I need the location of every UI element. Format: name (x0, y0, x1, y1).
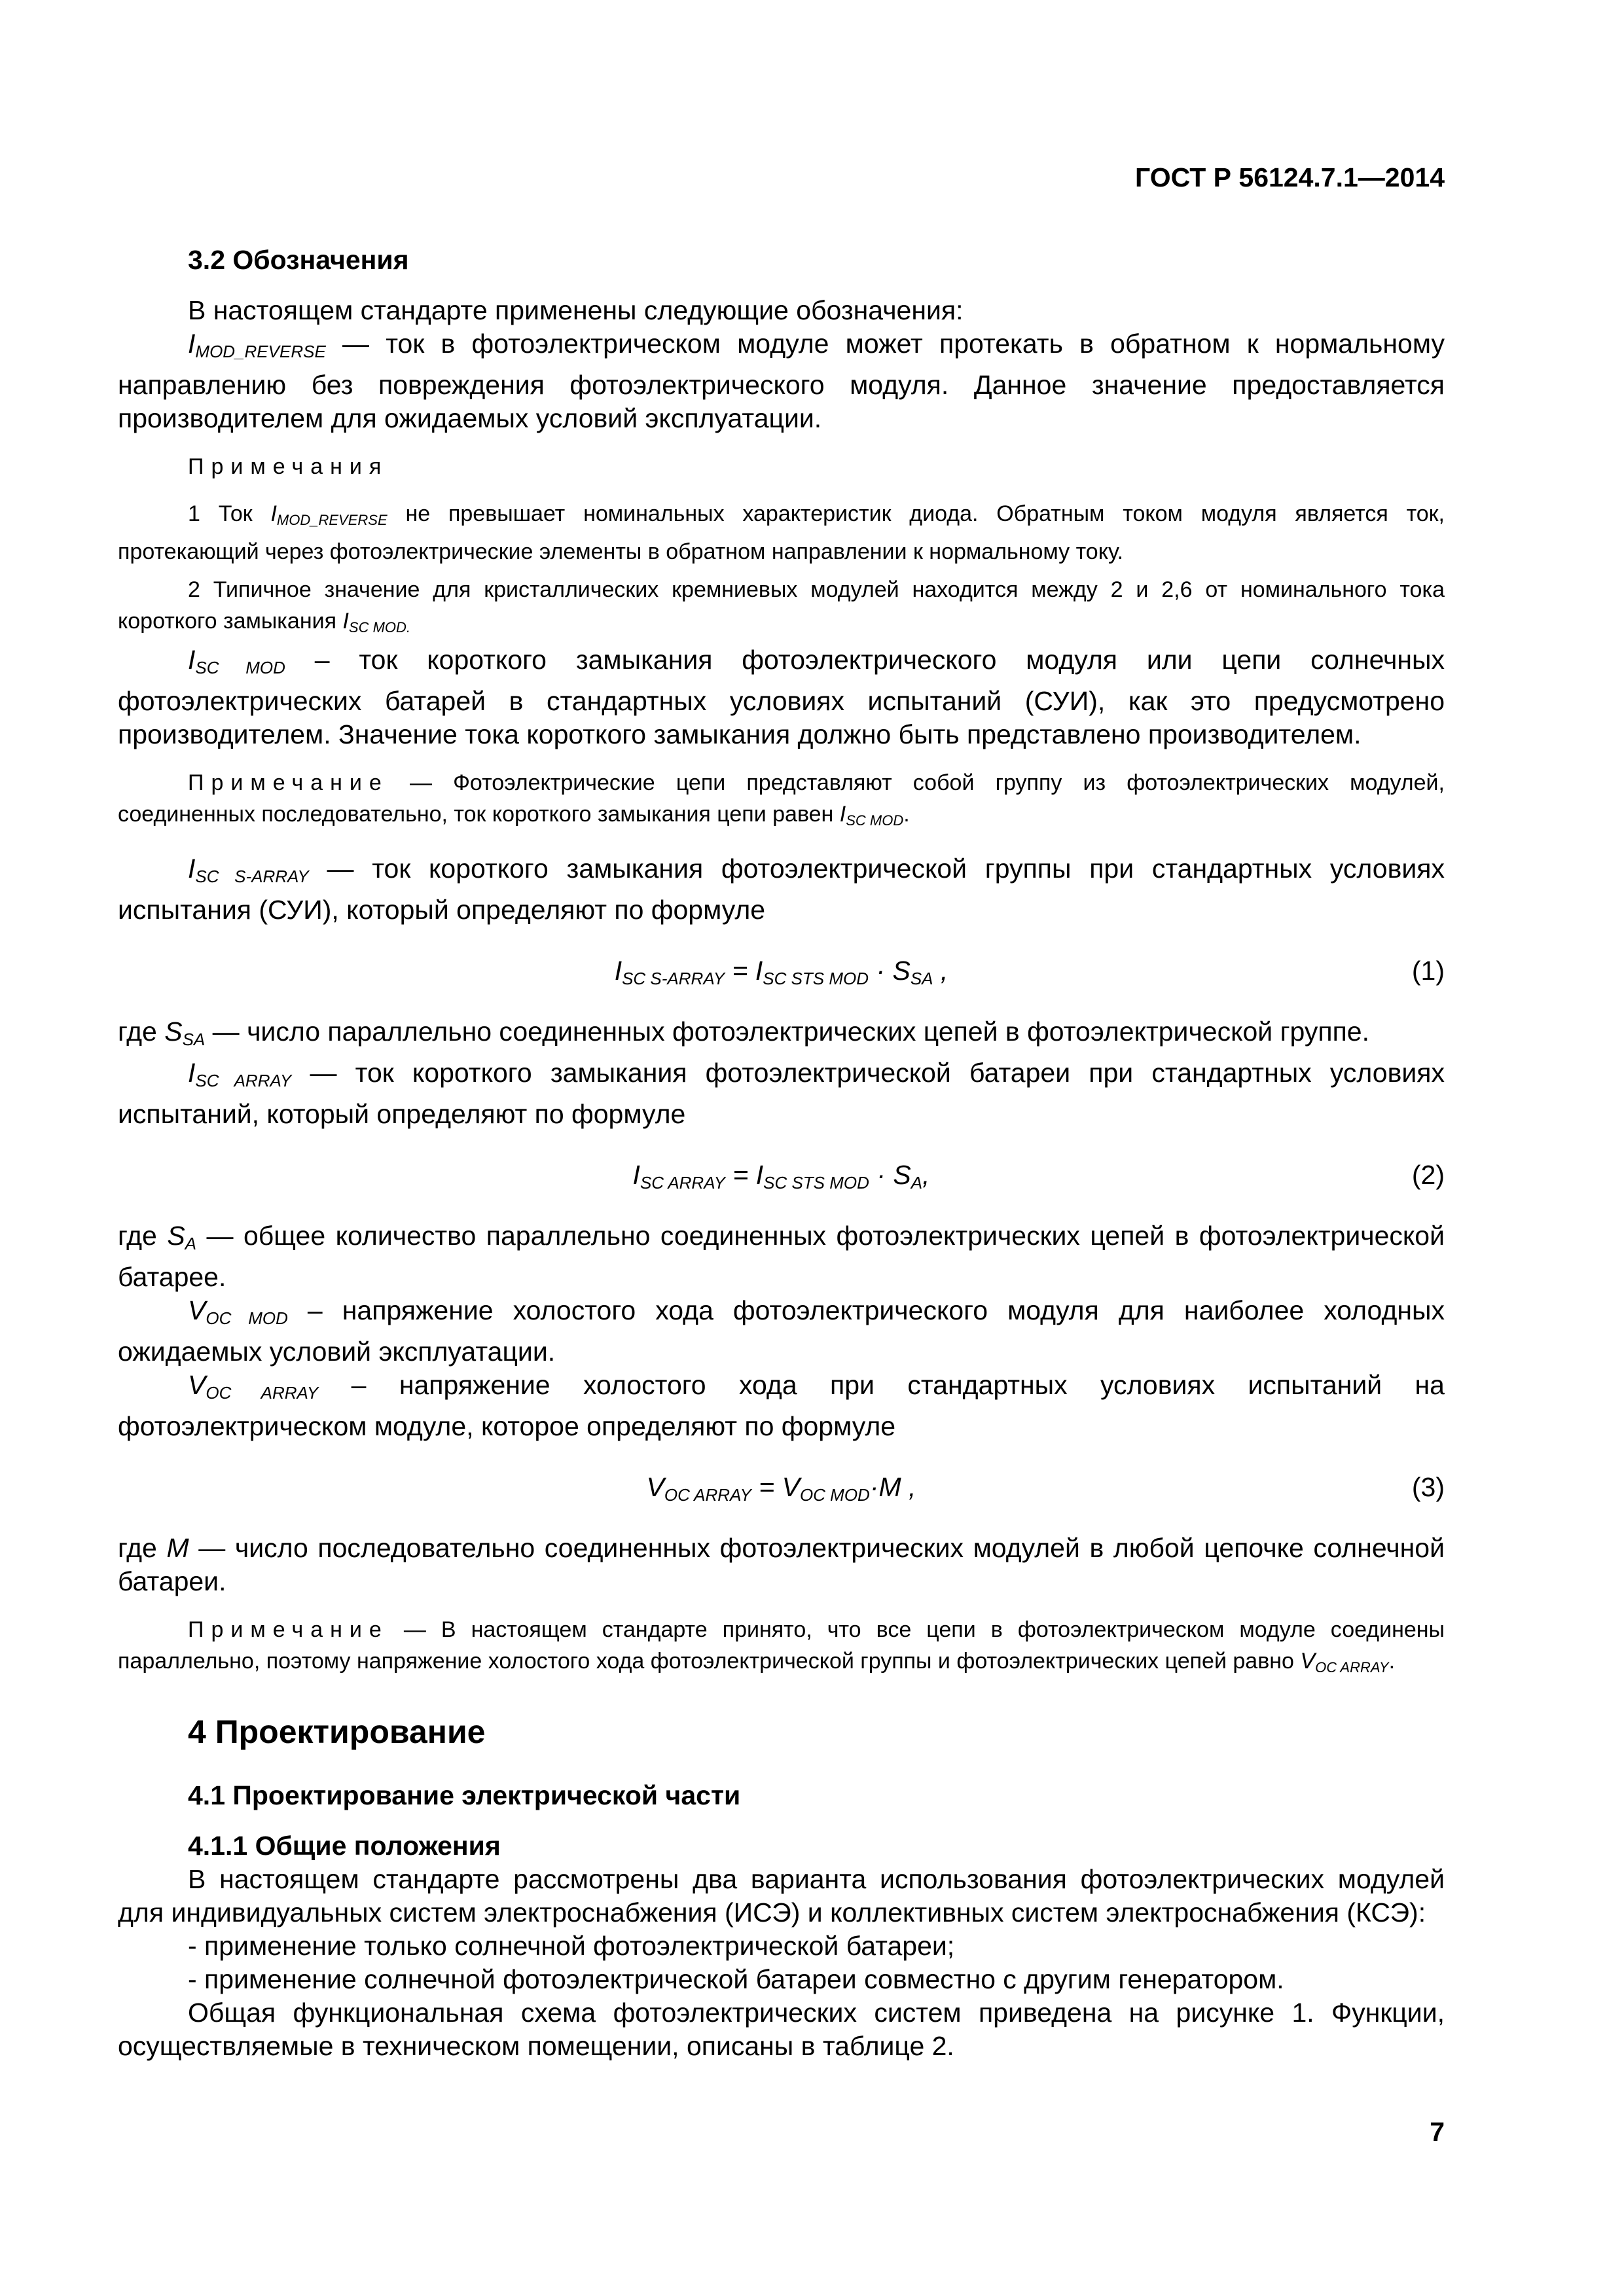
operator: = (725, 1160, 756, 1190)
operator: , (922, 1160, 930, 1190)
definition-text: — ток в фотоэлектрическом модуле может протекать в обратном к нормальному направлению без повреждения фотоэлектрического модуля. Данное значение предоставляется производителем для ожидаемых условий эксплуатации. (118, 329, 1445, 433)
symbol-subscript: OC MOD (799, 1485, 870, 1505)
symbol: I (188, 329, 196, 359)
symbol-subscript: SC STS MOD (763, 969, 869, 988)
symbol: V (188, 1295, 206, 1325)
where-text: где (118, 1533, 167, 1563)
symbol: M (878, 1472, 901, 1502)
definition-text: – напряжение холостого хода при стандартных условиях испытаний на фотоэлектрическом модуле, которое определяют по формуле (118, 1370, 1445, 1441)
symbol: I (188, 1058, 196, 1088)
formula-1-number: (1) (1411, 956, 1445, 986)
operator: · (869, 956, 893, 986)
symbol: S (164, 1016, 183, 1047)
formula-1 (118, 954, 1445, 988)
note-2 (118, 574, 1445, 643)
section-4-1-1-paragraph-1: В настоящем стандарте рассмотрены два варианта использования фотоэлектрических модулей для индивидуальных систем электроснабжения (ИСЭ) и коллективных систем электроснабжения (КСЭ): (118, 1864, 1445, 1928)
page-content (118, 243, 1445, 2063)
note-4 (118, 1614, 1445, 1683)
symbol-subscript: SC ARRAY (640, 1173, 725, 1193)
symbol-subscript: OC ARRAY (664, 1485, 751, 1505)
symbol-subscript: SC MOD. (348, 619, 411, 636)
formula-3 (118, 1471, 1445, 1504)
section-4-1-1-paragraph-2: Общая функциональная схема фотоэлектрических систем приведена на рисунке 1. Функции, осуществляемые в техническом помещении, описаны в таблице 2. (118, 1998, 1445, 2061)
symbol: S (892, 956, 911, 986)
symbol: S (167, 1221, 185, 1251)
section-4-1-1-heading: 4.1.1 Общие положения (188, 1831, 501, 1861)
symbol-subscript: OC MOD (206, 1308, 288, 1328)
where-text: где (118, 1016, 165, 1047)
symbol: I (188, 853, 196, 884)
symbol: I (839, 802, 846, 827)
document-code-header: ГОСТ Р 56124.7.1—2014 (1135, 162, 1445, 192)
note-text: 2 Типичное значение для кристаллических кремниевых модулей находится между 2 и 2,6 от номинального тока короткого замыкания (118, 577, 1445, 634)
symbol: V (188, 1370, 206, 1400)
symbol-subscript: A (911, 1173, 923, 1193)
def-v-oc-array (118, 1369, 1445, 1443)
definition-text: — ток короткого замыкания фотоэлектрической группы при стандартных условиях испытания (СУИ), который определяют по формуле (118, 853, 1445, 925)
symbol-subscript: SC MOD (195, 658, 285, 677)
formula-3-number: (3) (1411, 1472, 1445, 1502)
notes-label: Примечания (188, 454, 389, 479)
list-item: - применение солнечной фотоэлектрической батареи совместно с другим генератором. (188, 1964, 1284, 1994)
where-2 (118, 1219, 1445, 1294)
note-label: Примечание (188, 770, 389, 795)
note-text: . (1388, 1649, 1396, 1674)
symbol: I (755, 956, 763, 986)
definition-text: – ток короткого замыкания фотоэлектрического модуля или цепи солнечных фотоэлектрических батарей в стандартных условиях испытаний (СУИ), как это предусмотрено производителем. Значение тока короткого замыкания должно быть представлено производителем. (118, 645, 1445, 749)
symbol-subscript: SC MOD (846, 812, 904, 829)
formula-2-expression (118, 1158, 1445, 1200)
where-text: — число параллельно соединенных фотоэлектрических цепей в фотоэлектрической группе. (205, 1016, 1369, 1047)
where-text: где (118, 1221, 168, 1251)
symbol-subscript: SC STS MOD (763, 1173, 869, 1193)
note-label: Примечание (188, 1617, 389, 1642)
page-number: 7 (1430, 2117, 1445, 2147)
symbol-subscript: SC S-ARRAY (195, 867, 309, 886)
symbol: I (270, 501, 277, 526)
definition-text: — ток короткого замыкания фотоэлектрической батареи при стандартных условиях испытаний, который определяют по формуле (118, 1058, 1445, 1129)
def-i-mod-reverse (118, 327, 1445, 435)
note-text: не превышает номинальных характеристик диода. Обратным током модуля является ток, протекающий через фотоэлектрические элементы в обратном направлении к нормальному току. (118, 501, 1445, 564)
operator: · (869, 1472, 879, 1502)
operator: , (933, 956, 948, 986)
note-text: — Фотоэлектрические цепи представляют собой группу из фотоэлектрических модулей, соединенных последовательно, ток короткого замыкания цепи равен (118, 770, 1445, 827)
def-v-oc-mod (118, 1294, 1445, 1369)
symbol-subscript: SC S-ARRAY (622, 969, 725, 988)
def-i-sc-array (118, 1056, 1445, 1131)
note-text: — В настоящем стандарте принято, что все цепи в фотоэлектрическом модуле соединены параллельно, поэтому напряжение холостого хода фотоэлектрической группы и фотоэлектрических цепей равно (118, 1617, 1445, 1674)
note-text: . (903, 802, 910, 827)
formula-3-expression (118, 1471, 1445, 1512)
symbol-subscript: OC ARRAY (206, 1383, 319, 1403)
operator: = (725, 956, 755, 986)
where-1 (118, 1015, 1445, 1056)
section-4-heading: 4 Проектирование (188, 1713, 486, 1750)
symbol: I (632, 1160, 640, 1190)
symbol: I (614, 956, 623, 986)
note-1 (118, 498, 1445, 567)
symbol: S (893, 1160, 911, 1190)
operator: , (901, 1472, 916, 1502)
symbol-subscript: SA (910, 969, 933, 988)
def-i-sc-mod (118, 643, 1445, 751)
symbol: I (755, 1160, 764, 1190)
symbols-intro: В настоящем стандарте применены следующие обозначения: (188, 295, 964, 325)
list-item: - применение только солнечной фотоэлектрической батареи; (188, 1931, 955, 1961)
definition-text: – напряжение холостого хода фотоэлектрического модуля для наиболее холодных ожидаемых условий эксплуатации. (118, 1295, 1445, 1367)
formula-2 (118, 1158, 1445, 1192)
symbol-subscript: SC ARRAY (195, 1071, 292, 1090)
symbol-subscript: A (185, 1234, 197, 1253)
symbol-subscript: MOD_REVERSE (276, 512, 388, 528)
where-3 (118, 1532, 1445, 1598)
operator: · (869, 1160, 893, 1190)
note-text: 1 Ток (188, 501, 271, 526)
formula-1-expression (118, 954, 1445, 996)
symbol: M (166, 1533, 189, 1563)
symbol: V (646, 1472, 664, 1502)
note-3 (118, 767, 1445, 836)
operator: = (751, 1472, 782, 1502)
def-i-sc-s-array (118, 852, 1445, 927)
symbol-subscript: SA (182, 1030, 206, 1049)
section-3-2-heading: 3.2 Обозначения (188, 245, 409, 275)
symbol: V (782, 1472, 800, 1502)
where-text: — общее количество параллельно соединенных фотоэлектрических цепей в фотоэлектрической батарее. (118, 1221, 1445, 1292)
symbol: I (188, 645, 196, 675)
symbol: V (1300, 1649, 1316, 1674)
section-4-1-heading: 4.1 Проектирование электрической части (188, 1780, 741, 1810)
symbol-subscript: MOD_REVERSE (195, 342, 326, 361)
symbol: I (342, 609, 349, 634)
symbol-subscript: OC ARRAY (1315, 1659, 1389, 1676)
where-text: — число последовательно соединенных фотоэлектрических модулей в любой цепочке солнечной батареи. (118, 1533, 1445, 1596)
formula-2-number: (2) (1411, 1160, 1445, 1190)
